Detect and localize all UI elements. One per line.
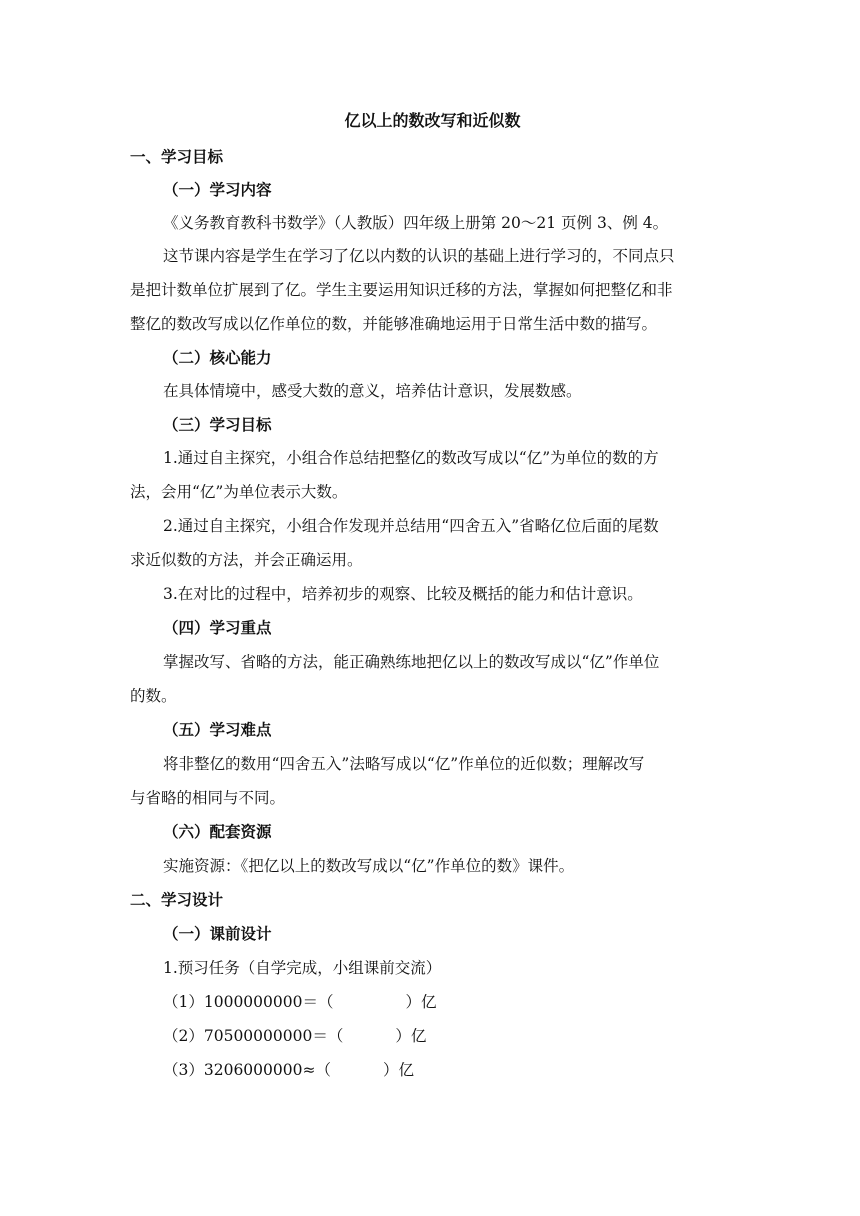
exercise-3-right: ）亿: [382, 1061, 414, 1079]
objective-1-line-1: 1.通过自主探究，小组合作总结把整亿的数改写成以“亿”为单位的数的方: [163, 449, 659, 467]
key-points-line-1: 掌握改写、省略的方法，能正确熟练地把亿以上的数改写成以“亿”作单位: [163, 653, 660, 671]
heading-core-ability: （二）核心能力: [163, 348, 272, 367]
objective-3: 3.在对比的过程中，培养初步的观察、比较及概括的能力和估计意识。: [163, 585, 643, 603]
content-para-line-3: 整亿的数改写成以亿作单位的数，并能够准确地运用于日常生活中数的描写。: [130, 315, 658, 333]
exercise-3: [163, 1059, 735, 1081]
objective-2-line-1: 2.通过自主探究，小组合作发现并总结用“四舍五入”省略亿位后面的尾数: [163, 517, 659, 535]
heading-objectives: （三）学习目标: [163, 415, 272, 434]
heading-resources: （六）配套资源: [163, 822, 272, 841]
heading-difficulties: （五）学习难点: [163, 720, 272, 739]
objective-1-line-2: 法，会用“亿”为单位表示大数。: [130, 483, 348, 501]
heading-key-points: （四）学习重点: [163, 618, 272, 637]
heading-pre-class-design: （一）课前设计: [163, 924, 272, 943]
heading-learning-content: （一）学习内容: [163, 180, 272, 199]
heading-learning-design: 二、学习设计: [130, 890, 224, 909]
difficulties-line-2: 与省略的相同与不同。: [130, 789, 286, 807]
exercise-2: [163, 1025, 735, 1047]
exercise-2-left: （2）70500000000＝（: [163, 1027, 344, 1045]
objective-2-line-2: 求近似数的方法，并会正确运用。: [130, 551, 363, 569]
preview-task: 1.预习任务（自学完成，小组课前交流）: [163, 959, 442, 977]
exercise-1-right: ）亿: [405, 993, 437, 1011]
content-source: 《义务教育教科书数学》（人教版）四年级上册第 20～21 页例 3、例 4。: [163, 214, 669, 232]
resources-text: 实施资源：《把亿以上的数改写成以“亿”作单位的数》课件。: [163, 857, 575, 875]
content-para-line-2: 是把计数单位扩展到了亿。学生主要运用知识迁移的方法，掌握如何把整亿和非: [130, 281, 673, 299]
heading-learning-goals: 一、学习目标: [130, 147, 224, 166]
exercise-1: [163, 991, 735, 1013]
content-para-line-1: 这节课内容是学生在学习了亿以内数的认识的基础上进行学习的，不同点只: [163, 247, 675, 265]
key-points-line-2: 的数。: [130, 687, 177, 705]
document-title: 亿以上的数改写和近似数: [344, 111, 521, 130]
difficulties-line-1: 将非整亿的数用“四舍五入”法略写成以“亿”作单位的近似数；理解改写: [163, 755, 645, 773]
exercise-2-right: ）亿: [395, 1027, 427, 1045]
core-ability-text: 在具体情境中，感受大数的意义，培养估计意识，发展数感。: [163, 382, 582, 400]
exercise-1-left: （1）1000000000＝（: [163, 993, 334, 1011]
exercise-3-left: （3）3206000000≈（: [163, 1061, 331, 1079]
